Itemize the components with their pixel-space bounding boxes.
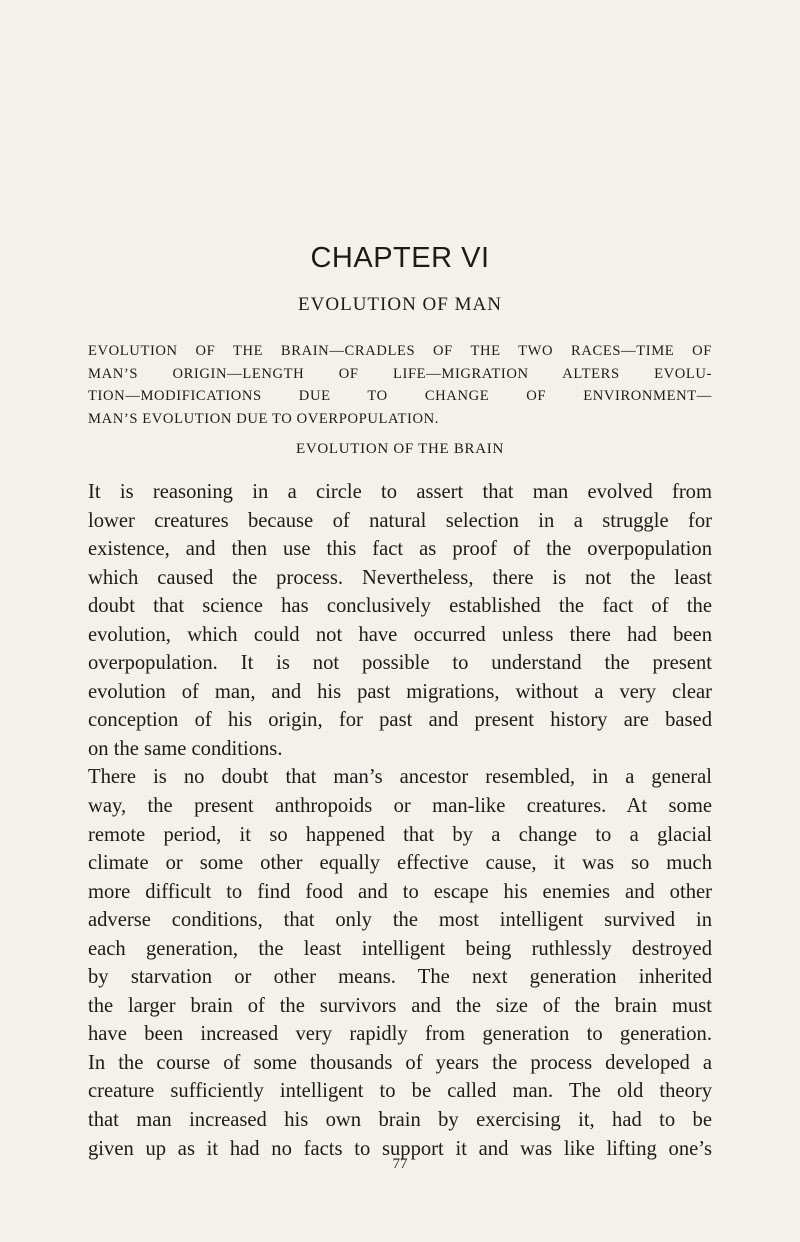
chapter-number: CHAPTER VI bbox=[310, 242, 490, 274]
text-line: creature sufficiently intelligent to be called man. The old theory bbox=[88, 1080, 712, 1103]
text-line: lower creatures because of natural selection in a struggle for bbox=[88, 509, 712, 532]
chapter-synopsis bbox=[88, 340, 712, 430]
text-line: that man increased his own brain by exercising it, had to be bbox=[88, 1109, 712, 1132]
text-line: remote period, it so happened that by a change to a glacial bbox=[88, 823, 712, 846]
text-line: In the course of some thousands of years the process developed a bbox=[88, 1051, 712, 1074]
synopsis-line: MAN’S EVOLUTION DUE TO OVERPOPULATION. bbox=[88, 410, 440, 427]
text-line: conception of his origin, for past and present history are based bbox=[88, 709, 712, 732]
section-heading: EVOLUTION OF THE BRAIN bbox=[295, 441, 505, 457]
text-line: way, the present anthropoids or man-like creatures. At some bbox=[88, 795, 712, 818]
text-line: There is no doubt that man’s ancestor resembled, in a general bbox=[88, 766, 712, 789]
text-line: each generation, the least intelligent being ruthlessly destroyed bbox=[88, 937, 712, 960]
text-line: the larger brain of the survivors and the size of the brain must bbox=[88, 994, 712, 1017]
text-line: which caused the process. Nevertheless, there is not the least bbox=[88, 566, 712, 589]
text-line: have been increased very rapidly from generation to generation. bbox=[88, 1023, 712, 1046]
text-line: evolution, which could not have occurred unless there had been bbox=[88, 623, 712, 646]
text-line: doubt that science has conclusively established the fact of the bbox=[88, 595, 712, 618]
text-line: on the same conditions. bbox=[88, 737, 283, 760]
synopsis-line: MAN’S ORIGIN—LENGTH OF LIFE—MIGRATION ALTERS EVOLU- bbox=[88, 365, 712, 382]
text-line: given up as it had no facts to support it and was like lifting one’s bbox=[88, 1137, 712, 1160]
text-line: climate or some other equally effective cause, it was so much bbox=[88, 852, 712, 875]
text-line: overpopulation. It is not possible to understand the present bbox=[88, 652, 712, 675]
text-line: adverse conditions, that only the most intelligent survived in bbox=[88, 909, 712, 932]
synopsis-line: TION—MODIFICATIONS DUE TO CHANGE OF ENVIRONMENT— bbox=[88, 388, 712, 404]
body-text bbox=[88, 478, 712, 1163]
text-line: existence, and then use this fact as proof of the overpopulation bbox=[88, 538, 712, 561]
synopsis-line: EVOLUTION OF THE BRAIN—CRADLES OF THE TWO RACES—TIME OF bbox=[88, 343, 712, 359]
text-line: by starvation or other means. The next generation inherited bbox=[88, 966, 712, 989]
text-line: It is reasoning in a circle to assert that man evolved from bbox=[88, 481, 712, 503]
chapter-title: EVOLUTION OF MAN bbox=[298, 294, 502, 315]
text-line: more difficult to find food and to escape his enemies and other bbox=[88, 880, 712, 903]
page-number: 77 bbox=[392, 1156, 408, 1172]
text-line: evolution of man, and his past migrations, without a very clear bbox=[88, 680, 712, 703]
